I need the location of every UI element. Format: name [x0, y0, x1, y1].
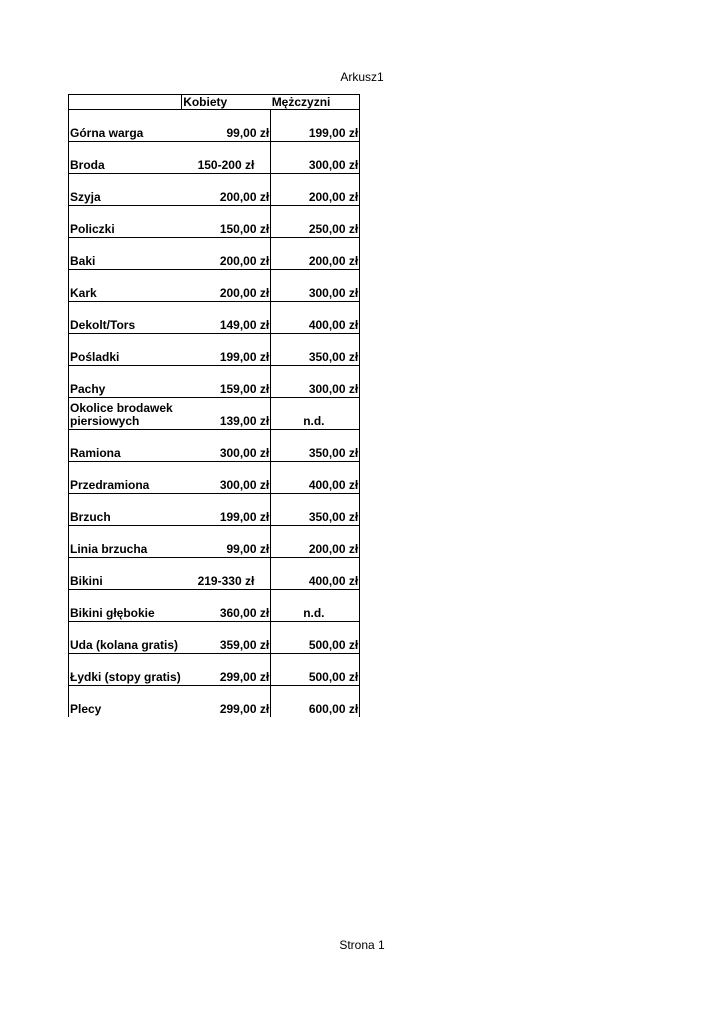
cell-men-price: 400,00 zł — [271, 558, 360, 590]
cell-men-price: 200,00 zł — [271, 526, 360, 558]
price-table — [68, 94, 360, 717]
cell-area: Plecy — [69, 686, 182, 718]
cell-women-price: 159,00 zł — [182, 366, 271, 398]
table-row — [69, 622, 360, 654]
table-row — [69, 526, 360, 558]
table-row — [69, 558, 360, 590]
cell-area: Bikini głębokie — [69, 590, 182, 622]
cell-men-price: 400,00 zł — [271, 462, 360, 494]
table-header-row — [69, 95, 360, 110]
cell-men-price: 200,00 zł — [271, 238, 360, 270]
table-row — [69, 270, 360, 302]
cell-women-price: 219-330 zł — [182, 558, 271, 590]
cell-women-price: 200,00 zł — [182, 270, 271, 302]
cell-women-price: 139,00 zł — [182, 398, 271, 430]
table-row — [69, 142, 360, 174]
table-row — [69, 334, 360, 366]
cell-men-price: 400,00 zł — [271, 302, 360, 334]
cell-women-price: 199,00 zł — [182, 494, 271, 526]
cell-area-line-1: Okolice brodawek — [70, 401, 173, 415]
cell-men-price: 300,00 zł — [271, 142, 360, 174]
cell-area: Dekolt/Tors — [69, 302, 182, 334]
table-row — [69, 238, 360, 270]
table-row — [69, 590, 360, 622]
cell-area-line-2: piersiowych — [70, 414, 140, 428]
table-row — [69, 110, 360, 142]
cell-area: Broda — [69, 142, 182, 174]
cell-men-price: 500,00 zł — [271, 622, 360, 654]
cell-men-price: 199,00 zł — [271, 110, 360, 142]
cell-women-price: 200,00 zł — [182, 174, 271, 206]
cell-area — [69, 398, 182, 430]
table-row — [69, 398, 360, 430]
cell-area: Ramiona — [69, 430, 182, 462]
page-footer: Strona 1 — [339, 938, 385, 952]
header-cell-area — [69, 95, 182, 110]
table-row — [69, 462, 360, 494]
cell-women-price: 299,00 zł — [182, 654, 271, 686]
cell-men-price: 200,00 zł — [271, 174, 360, 206]
cell-women-price: 99,00 zł — [182, 110, 271, 142]
cell-women-price: 300,00 zł — [182, 430, 271, 462]
cell-area: Linia brzucha — [69, 526, 182, 558]
cell-men-price: 500,00 zł — [271, 654, 360, 686]
cell-area: Policzki — [69, 206, 182, 238]
cell-women-price: 150,00 zł — [182, 206, 271, 238]
sheet-title: Arkusz1 — [340, 70, 384, 84]
cell-women-price: 150-200 zł — [182, 142, 271, 174]
cell-women-price: 99,00 zł — [182, 526, 271, 558]
cell-area: Pośladki — [69, 334, 182, 366]
cell-area: Uda (kolana gratis) — [69, 622, 182, 654]
cell-area: Kark — [69, 270, 182, 302]
cell-area: Szyja — [69, 174, 182, 206]
cell-men-price: 600,00 zł — [271, 686, 360, 718]
table-row — [69, 302, 360, 334]
table-row — [69, 654, 360, 686]
table-row — [69, 206, 360, 238]
cell-men-price: 300,00 zł — [271, 270, 360, 302]
cell-women-price: 299,00 zł — [182, 686, 271, 718]
header-cell-men: Mężczyzni — [271, 95, 360, 110]
cell-men-price: 250,00 zł — [271, 206, 360, 238]
cell-area: Brzuch — [69, 494, 182, 526]
cell-women-price: 359,00 zł — [182, 622, 271, 654]
header-cell-women: Kobiety — [182, 95, 271, 110]
cell-men-price: 350,00 zł — [271, 430, 360, 462]
table-row — [69, 430, 360, 462]
table-row — [69, 494, 360, 526]
cell-men-price: 350,00 zł — [271, 334, 360, 366]
cell-area: Bikini — [69, 558, 182, 590]
cell-area: Przedramiona — [69, 462, 182, 494]
cell-women-price: 200,00 zł — [182, 238, 271, 270]
cell-men-price: n.d. — [271, 398, 360, 430]
cell-men-price: n.d. — [271, 590, 360, 622]
cell-women-price: 149,00 zł — [182, 302, 271, 334]
table-row — [69, 366, 360, 398]
cell-area: Górna warga — [69, 110, 182, 142]
cell-women-price: 360,00 zł — [182, 590, 271, 622]
cell-men-price: 350,00 zł — [271, 494, 360, 526]
cell-area: Pachy — [69, 366, 182, 398]
cell-women-price: 300,00 zł — [182, 462, 271, 494]
cell-men-price: 300,00 zł — [271, 366, 360, 398]
table-row — [69, 686, 360, 718]
cell-area: Łydki (stopy gratis) — [69, 654, 182, 686]
cell-area: Baki — [69, 238, 182, 270]
table-row — [69, 174, 360, 206]
cell-women-price: 199,00 zł — [182, 334, 271, 366]
